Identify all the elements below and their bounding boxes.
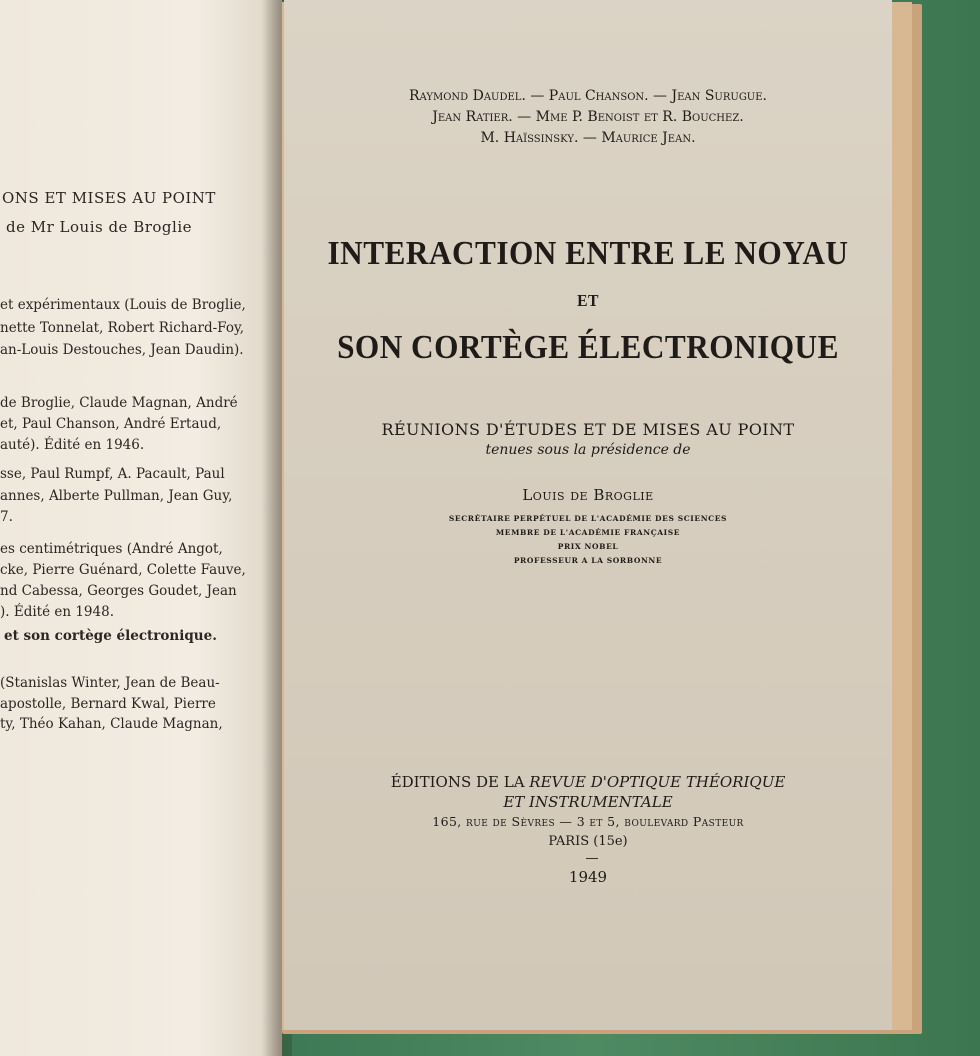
honor-line: MEMBRE DE L'ACADÉMIE FRANÇAISE: [495, 528, 681, 537]
left-page-line: et son cortège électronique.: [4, 628, 217, 644]
publisher-journal: REVUE D'OPTIQUE THÉORIQUE: [529, 773, 786, 791]
left-page-line: et expérimentaux (Louis de Broglie,: [0, 297, 246, 313]
book-title: [308, 230, 867, 372]
divider: [586, 858, 598, 859]
publisher-address: 165, rue de Sèvres — 3 et 5, boulevard Pasteur: [432, 814, 744, 829]
left-page-line: an-Louis Destouches, Jean Daudin).: [0, 342, 244, 358]
left-page-line: nette Tonnelat, Robert Richard-Foy,: [0, 320, 245, 336]
left-page-line: de Broglie, Claude Magnan, André: [0, 395, 238, 411]
publisher: [284, 772, 892, 812]
president-honors: [284, 512, 892, 568]
left-page: [0, 0, 282, 1056]
honor-line: SECRÉTAIRE PERPÉTUEL DE L'ACADÉMIE DES SCIENCES: [448, 514, 728, 523]
left-page-text: [0, 0, 282, 1056]
authors-line: M. Haïssinsky. — Maurice Jean.: [480, 130, 696, 146]
left-page-line: ). Édité en 1948.: [0, 604, 114, 620]
left-page-line: de Mr Louis de Broglie: [6, 218, 193, 236]
left-page-line: es centimétriques (André Angot,: [0, 541, 223, 557]
presidency-note: tenues sous la présidence de: [485, 442, 691, 458]
authors-line: Jean Ratier. — Mme P. Benoist et R. Bouchez.: [432, 109, 744, 125]
left-page-line: nd Cabessa, Georges Goudet, Jean: [0, 583, 237, 599]
left-page-line: cke, Pierre Guénard, Colette Fauve,: [0, 562, 246, 578]
publisher-prefix: ÉDITIONS DE LA: [390, 773, 530, 791]
left-page-line: sse, Paul Rumpf, A. Pacault, Paul: [0, 466, 225, 482]
honor-line: PRIX NOBEL: [557, 542, 619, 551]
publisher-city: PARIS (15e): [548, 834, 628, 849]
left-page-line: ONS ET MISES AU POINT: [2, 189, 216, 207]
left-page-line: (Stanislas Winter, Jean de Beau-: [0, 675, 220, 691]
left-page-line: 7.: [0, 509, 13, 525]
president-name: Louis de Broglie: [522, 486, 654, 504]
left-page-line: annes, Alberte Pullman, Jean Guy,: [0, 488, 233, 504]
title-line-1: INTERACTION ENTRE LE NOYAU: [327, 235, 849, 272]
title-line-2: SON CORTÈGE ÉLECTRONIQUE: [337, 329, 839, 366]
authors-list: [284, 86, 892, 149]
title-conjunction: ET: [577, 291, 599, 310]
left-page-line: et, Paul Chanson, André Ertaud,: [0, 416, 222, 432]
left-page-line: ty, Théo Kahan, Claude Magnan,: [0, 716, 223, 732]
publisher-journal-2: ET INSTRUMENTALE: [503, 793, 673, 811]
left-page-line: auté). Édité en 1946.: [0, 437, 145, 453]
honor-line: PROFESSEUR A LA SORBONNE: [513, 556, 663, 565]
authors-line: Raymond Daudel. — Paul Chanson. — Jean Surugue.: [409, 88, 767, 104]
subtitle: RÉUNIONS D'ÉTUDES ET DE MISES AU POINT: [381, 420, 795, 439]
left-page-line: apostolle, Bernard Kwal, Pierre: [0, 696, 216, 712]
publication-year: 1949: [568, 868, 608, 886]
title-page: [284, 0, 892, 1030]
